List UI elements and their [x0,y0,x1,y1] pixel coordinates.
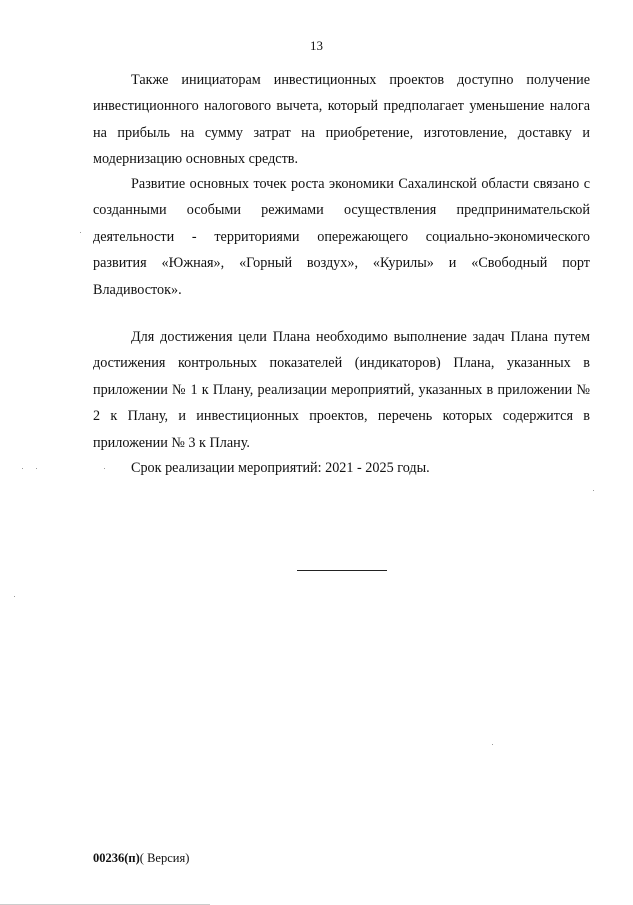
section-separator-line [297,570,387,571]
scan-speck [80,232,81,233]
page-number: 13 [310,38,323,53]
paragraph-text: Развитие основных точек роста экономики Сахалинской области связано с созданными особыми режимами осуществления предпринимательской деятельности - территориями опережающего социально-экономического развития «Южная», «Горный воздух», «Курилы» и «Свободный порт Владивосток». [93,176,590,298]
paragraph-investment-deduction [93,67,590,173]
paragraph-text: Срок реализации мероприятий: 2021 - 2025 годы. [131,460,430,476]
document-code: 00236(п) [93,851,140,865]
scan-speck [36,468,37,469]
scan-speck [14,596,15,597]
paragraph-implementation-period [93,455,590,481]
paragraph-text: Также инициаторам инвестиционных проектов доступно получение инвестиционного налогового вычета, который предполагает уменьшение налога на прибыль на сумму затрат на приобретение, изготовление, доставку и модернизацию основных средств. [93,72,590,168]
scan-speck [22,468,23,469]
scan-speck [492,744,493,745]
document-footer [93,851,189,866]
paragraph-plan-goals [93,324,590,456]
scan-speck [104,468,105,469]
paragraph-growth-points [93,171,590,303]
document-version: ( Версия) [139,851,190,865]
paragraph-text: Для достижения цели Плана необходимо выполнение задач Плана путем достижения контрольных показателей (индикаторов) Плана, указанных в приложении № 1 к Плану, реализации мероприятий, указанных в приложении № 2 к Плану, и инвестиционных проектов, перечень которых содержится в приложении № 3 к Плану. [93,329,590,451]
scan-speck [593,490,594,491]
